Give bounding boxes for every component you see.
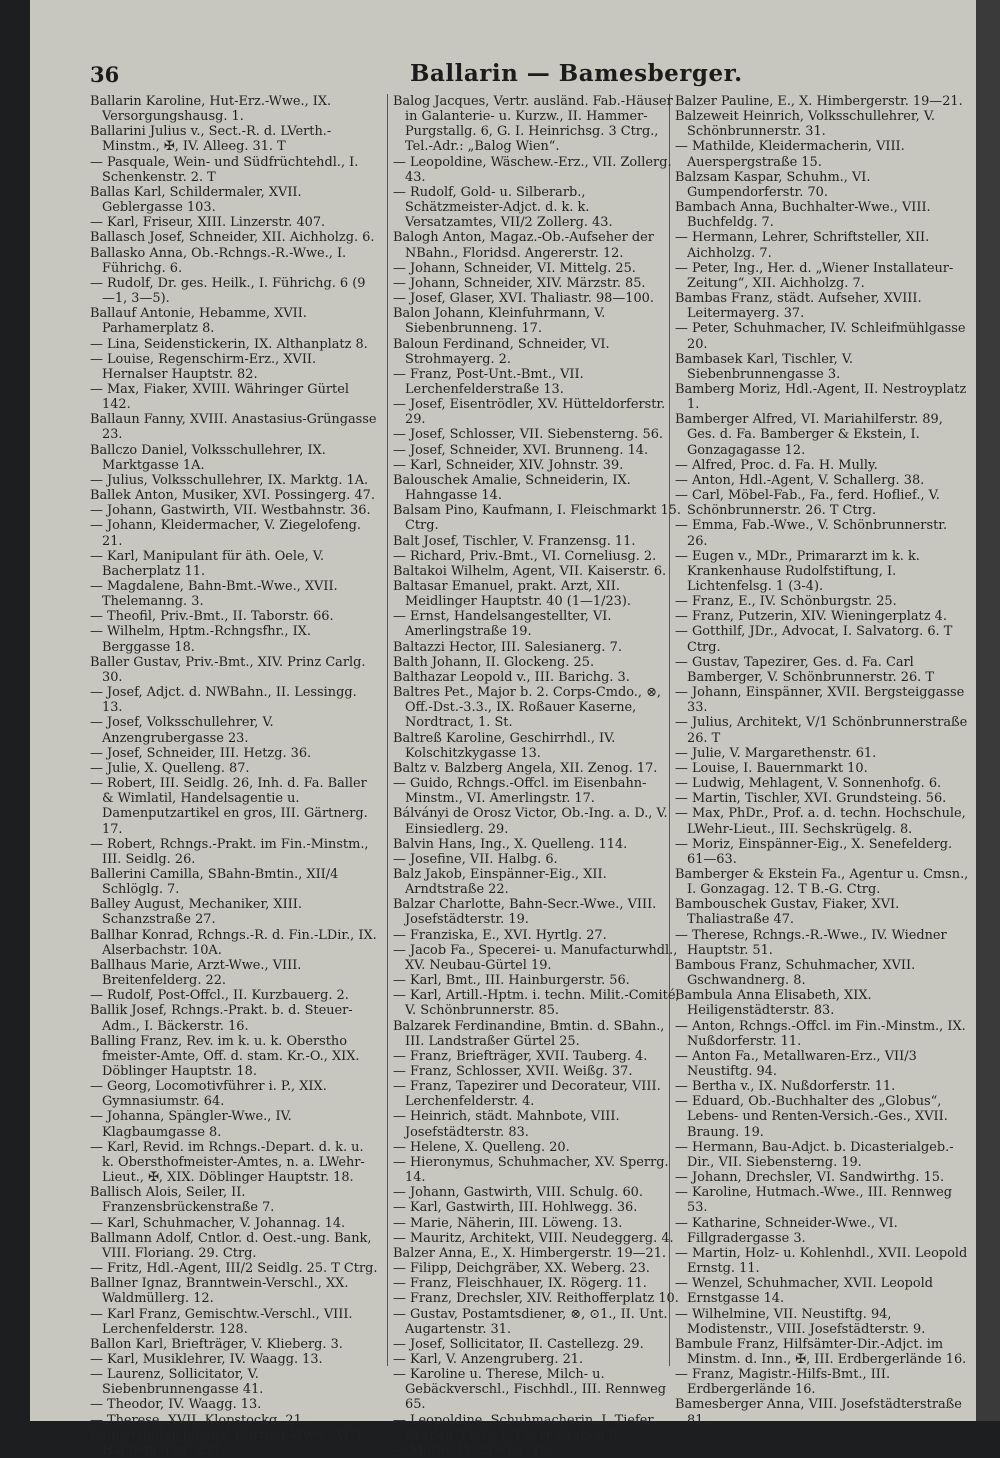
directory-entry: — Leopoldine, Schuhmacherin, I. Tiefer Graben 33, G. I. Tiefer Graben 8.	[393, 1412, 654, 1443]
directory-entry: — Franz, Drechsler, XIV. Reithofferplatz 10.	[393, 1291, 679, 1307]
directory-entry: — Karl Franz, Gemischtw.-Verschl., VIII. Lerchenfelderstr. 128.	[90, 1306, 353, 1337]
directory-entry: Ballasko Anna, Ob.-Rchngs.-R.-Wwe., I. Führichg. 6.	[90, 245, 347, 276]
directory-entry: — Theodor, IV. Waagg. 13.	[90, 1397, 262, 1413]
directory-entry: Ballarin Karoline, Hut-Erz.-Wwe., IX. Versorgungshausg. 1.	[90, 94, 332, 125]
directory-entry: Balon Johann, Kleinfuhrmann, V. Siebenbrunneng. 17.	[393, 306, 606, 337]
directory-entry: — Josef, Eisentrödler, XV. Hütteldorferstr. 29.	[393, 397, 666, 428]
directory-entry: — Johann, Gastwirth, VII. Westbahnstr. 36.	[90, 503, 371, 519]
directory-entry: — Louise, I. Bauernmarkt 10.	[675, 760, 868, 776]
directory-entry: Bambule Franz, Hilfsämter-Dir.-Adjct. im Minstm. d. Inn., ✠, III. Erdbergerlände 16.	[675, 1336, 967, 1367]
directory-entry: Ballerini Camilla, SBahn-Bmtin., XII/4 Schlöglg. 7.	[90, 866, 339, 898]
directory-entry: Balogh Anton, Magaz.-Ob.-Aufseher der NBahn., Floridsd. Angererstr. 12.	[393, 230, 654, 261]
directory-entry: — Julius, Volksschullehrer, IX. Marktg. 1A.	[90, 472, 369, 488]
directory-entry: — Robert, Rchngs.-Prakt. im Fin.-Minstm., III. Seidlg. 26.	[90, 836, 369, 867]
directory-entry: Bamberger Alfred, VI. Mariahilferstr. 89, Ges. d. Fa. Bamberger & Ekstein, I. Gonzagagasse 12.	[675, 412, 943, 458]
directory-entry: Baltazzi Hector, III. Salesianerg. 7.	[393, 639, 622, 655]
directory-entry: — Ludwig, Mehlagent, V. Sonnenhofg. 6.	[675, 776, 942, 792]
directory-entry: — Wilhelm, Hptm.-Rchngsfhr., IX. Berggasse 18.	[90, 624, 311, 655]
directory-entry: — Guido, Rchngs.-Offcl. im Eisenbahn-Minstm., VI. Amerlingstr. 17.	[393, 776, 647, 807]
directory-entry: — Mauritz, Architekt, VIII. Neudeggerg. 4.	[393, 1230, 674, 1246]
directory-entry: — Karoline, Hutmach.-Wwe., III. Rennweg 53.	[675, 1185, 953, 1216]
directory-entry: — Martin, Tischler, XVI. Grundsteing. 56.	[675, 791, 947, 807]
book-edge	[976, 0, 1000, 1421]
directory-entry: — Eugen v., MDr., Primararzt im k. k. Krankenhause Rudolfstiftung, I. Lichtenfelsg. 1 (3-4).	[675, 548, 920, 594]
directory-entry: — Karl, Gastwirth, III. Hohlwegg. 36.	[393, 1200, 638, 1216]
directory-entry: — Karl, Revid. im Rchngs.-Depart. d. k. u. k. Obersthofmeister-Amtes, n. a. LWehr-Lieut., ✠, XIX. Döblinger Hauptstr. 18.	[90, 1139, 365, 1186]
directory-entry: — Johann, Einspänner, XVII. Bergsteiggasse 33.	[675, 685, 965, 716]
directory-entry: — Jacob Fa., Specerei- u. Manufacturwhdl., XV. Neubau-Gürtel 19.	[393, 942, 678, 973]
directory-entry: Balth Johann, II. Glockeng. 25.	[393, 654, 595, 670]
directory-entry: — Hermann, Lehrer, Schriftsteller, XII. Aichholzg. 7.	[675, 230, 930, 261]
directory-entry: Ballas Karl, Schildermaler, XVII. Geblergasse 103.	[90, 184, 302, 216]
directory-entry: — Marie, IX. Eiseng. 16.	[393, 1442, 553, 1458]
directory-entry: Ballik Josef, Rchngs.-Prakt. b. d. Steuer-Adm., I. Bäckerstr. 16.	[90, 1003, 353, 1034]
directory-entry: — Katharine, Schneider-Wwe., VI. Fillgradergasse 3.	[675, 1215, 898, 1246]
directory-entry: — Bertha v., IX. Nußdorferstr. 11.	[675, 1079, 896, 1095]
directory-entry: — Franz, E., IV. Schönburgstr. 25.	[675, 594, 897, 610]
directory-entry: Bambas Franz, städt. Aufseher, XVIII. Leitermayerg. 37.	[675, 291, 922, 322]
directory-entry: Ballisch Alois, Seiler, II. Franzensbrückenstraße 7.	[90, 1185, 275, 1216]
column-2	[393, 94, 683, 1458]
directory-entry: — Josefine, VII. Halbg. 6.	[393, 851, 558, 867]
page-header-title: Ballarin — Bamesberger.	[410, 60, 743, 87]
directory-entry: — Carl, Möbel-Fab., Fa., ferd. Hoflief., V. Schönbrunnerstr. 26. T Ctrg.	[675, 488, 940, 519]
directory-entry: — Josef, Adjct. d. NWBahn., II. Lessingg. 13.	[90, 685, 357, 716]
directory-entry: Ballaun Fanny, XVIII. Anastasius-Grüngasse 23.	[90, 412, 377, 443]
directory-entry: Balmetzhofer Juliane, Gärtner-Wwe., XI/3 Haidequerstr. 237.	[90, 1427, 362, 1458]
directory-entry: — Josef, Volksschullehrer, V. Anzengrubergasse 23.	[90, 715, 274, 746]
directory-entry: — Wilhelmine, VII. Neustiftg. 94, Modistenstr., VIII. Josefstädterstr. 9.	[675, 1306, 926, 1337]
directory-entry: Bambasek Karl, Tischler, V. Siebenbrunnengasse 3.	[675, 351, 853, 382]
directory-entry: — Hermann, Bau-Adjct. b. Dicasterialgeb.-Dir., VII. Siebensterng. 19.	[675, 1139, 954, 1170]
directory-entry: Balthazar Leopold v., III. Barichg. 3.	[393, 669, 630, 685]
directory-entry: Ballner Ignaz, Branntwein-Verschl., XX. Waldmüllerg. 12.	[90, 1276, 349, 1307]
directory-entry: — Rudolf, Dr. ges. Heilk., I. Führichg. 6 (9—1, 3—5).	[90, 275, 366, 307]
directory-entry: Ballon Karl, Briefträger, V. Klieberg. 3.	[90, 1336, 343, 1352]
directory-entry: — Karl, Musiklehrer, IV. Waagg. 13.	[90, 1351, 323, 1367]
directory-entry: Balzar Charlotte, Bahn-Secr.-Wwe., VIII. Josefstädterstr. 19.	[393, 897, 657, 928]
directory-entry: — Karoline u. Therese, Milch- u. Gebäckverschl., Fischhdl., III. Rennweg 65.	[393, 1367, 667, 1413]
directory-entry: Balzsam Kaspar, Schuhm., VI. Gumpendorferstr. 70.	[675, 169, 871, 200]
directory-entry: Ballarini Julius v., Sect.-R. d. LVerth.-Minstm., ✠, IV. Alleeg. 31. T	[90, 124, 332, 155]
directory-entry: Baltres Pet., Major b. 2. Corps-Cmdo., ⊗, Off.-Dst.-3.3., IX. Roßauer Kaserne, Nordtract, 1. St.	[393, 685, 661, 731]
directory-entry: — Moriz, Einspänner-Eig., X. Senefelderg. 61—63.	[675, 836, 953, 867]
directory-entry: Baltasar Emanuel, prakt. Arzt, XII. Meidlinger Hauptstr. 40 (1—1/23).	[393, 579, 631, 610]
directory-entry: — Franz, Magistr.-Hilfs-Bmt., III. Erdbergerlände 16.	[675, 1367, 891, 1398]
directory-entry: Baloun Ferdinand, Schneider, VI. Strohmayerg. 2.	[393, 336, 610, 367]
directory-entry: Bamberg Moriz, Hdl.-Agent, II. Nestroyplatz 1.	[675, 381, 967, 413]
directory-entry: Baltreß Karoline, Geschirrhdl., IV. Kolschitzkygasse 13.	[393, 730, 616, 761]
directory-entry: — Max, Fiaker, XVIII. Währinger Gürtel 142.	[90, 381, 349, 413]
directory-entry: — Gustav, Tapezirer, Ges. d. Fa. Carl Bamberger, V. Schönbrunnerstr. 26. T	[675, 654, 934, 685]
directory-entry: — Therese, Rchngs.-R.-Wwe., IV. Wiedner Hauptstr. 51.	[675, 927, 947, 958]
directory-entry: — Josef, Schneider, III. Hetzg. 36.	[90, 745, 312, 761]
directory-entry: Balzer Anna, E., X. Himbergerstr. 19—21.	[393, 1245, 667, 1261]
directory-entry: — Richard, Priv.-Bmt., VI. Corneliusg. 2.	[393, 548, 657, 564]
directory-entry: — Karl, Artill.-Hptm. i. techn. Milit.-Comité, V. Schönbrunnerstr. 85.	[393, 988, 680, 1019]
directory-entry: — Karl, Schuhmacher, V. Johannag. 14.	[90, 1215, 346, 1231]
directory-entry: Balouschek Amalie, Schneiderin, IX. Hahngasse 14.	[393, 472, 631, 504]
directory-entry: — Johann, Schneider, VI. Mittelg. 25.	[393, 260, 636, 276]
directory-entry: — Peter, Ing., Her. d. „Wiener Installateur-Zeitung“, XII. Aichholzg. 7.	[675, 260, 954, 291]
directory-entry: — Heinrich, städt. Mahnbote, VIII. Josefstädterstr. 83.	[393, 1109, 620, 1140]
directory-entry: — Josef, Schlosser, VII. Siebensterng. 56.	[393, 427, 663, 443]
column-divider	[387, 94, 388, 1366]
column-3	[675, 94, 971, 1428]
directory-entry: Balzarek Ferdinandine, Bmtin. d. SBahn., III. Landstraßer Gürtel 25.	[393, 1018, 665, 1049]
directory-entry: — Alfred, Proc. d. Fa. H. Mully.	[675, 457, 878, 473]
directory-entry: — Max, PhDr., Prof. a. d. techn. Hochschule, LWehr-Lieut., III. Sechskrügelg. 8.	[675, 806, 966, 837]
directory-entry: — Johanna, Spängler-Wwe., IV. Klagbaumgasse 8.	[90, 1109, 292, 1140]
directory-entry: — Anton Fa., Metallwaren-Erz., VII/3 Neustiftg. 94.	[675, 1048, 917, 1079]
directory-entry: — Franz, Fleischhauer, IX. Rögerg. 11.	[393, 1276, 647, 1292]
directory-entry: Baller Gustav, Priv.-Bmt., XIV. Prinz Carlg. 30.	[90, 654, 366, 685]
directory-entry: Ballauf Antonie, Hebamme, XVII. Parhamerplatz 8.	[90, 306, 307, 337]
directory-entry: — Franz, Putzerin, XIV. Wieningerplatz 4.	[675, 609, 947, 625]
directory-entry: — Franz, Schlosser, XVII. Weißg. 37.	[393, 1064, 633, 1079]
directory-entry: — Franz, Post-Unt.-Bmt., VII. Lerchenfelderstraße 13.	[393, 366, 584, 397]
directory-entry: Ballasch Josef, Schneider, XII. Aichholzg. 6.	[90, 230, 375, 246]
directory-entry: — Martin, Holz- u. Kohlenhdl., XVII. Leopold Ernstg. 11.	[675, 1245, 968, 1277]
directory-entry: Balog Jacques, Vertr. ausländ. Fab.-Häuser in Galanterie- u. Kurzw., II. Hammer-Purgstallg. 6, G. I. Heinrichsg. 3 Ctrg., Tel.-Adr.: „Balog Wien“.	[393, 94, 673, 155]
directory-entry: Bambula Anna Elisabeth, XIX. Heiligenstädterstr. 83.	[675, 988, 872, 1019]
directory-entry: — Filipp, Deichgräber, XX. Weberg. 23.	[393, 1261, 650, 1277]
directory-entry: — Josef, Glaser, XVI. Thaliastr. 98—100.	[393, 291, 654, 307]
directory-entry: — Julie, X. Quelleng. 87.	[90, 760, 250, 776]
directory-entry: — Robert, III. Seidlg. 26, Inh. d. Fa. Baller & Wimlatil, Handelsagentie u. Damenputzartikel en gros, III. Gärtnerg. 17.	[90, 776, 368, 837]
directory-entry: — Karl, Bmt., III. Hainburgerstr. 56.	[393, 973, 630, 989]
directory-entry: Balley August, Mechaniker, XIII. Schanzstraße 27.	[90, 897, 302, 928]
directory-entry: Baltz v. Balzberg Angela, XII. Zenog. 17.	[393, 760, 658, 776]
directory-entry: Balling Franz, Rev. im k. u. k. Oberstho fmeister-Amte, Off. d. stam. Kr.-O., XIX. Döblinger Hauptstr. 18.	[90, 1033, 360, 1079]
directory-entry: — Magdalene, Bahn-Bmt.-Wwe., XVII. Thelemanng. 3.	[90, 579, 338, 610]
column-1	[90, 94, 378, 1458]
directory-entry: — Julie, V. Margarethenstr. 61.	[675, 745, 877, 761]
directory-entry: — Eduard, Ob.-Buchhalter des „Globus“, Lebens- und Renten-Versich.-Ges., XVII. Braung. 19.	[675, 1094, 948, 1140]
directory-entry: — Louise, Regenschirm-Erz., XVII. Hernalser Hauptstr. 82.	[90, 351, 317, 382]
directory-entry: Ballczo Daniel, Volksschullehrer, IX. Marktgasse 1A.	[90, 442, 326, 473]
directory-entry: Ballhar Konrad, Rchngs.-R. d. Fin.-LDir., IX. Alserbachstr. 10A.	[90, 927, 377, 958]
directory-entry: — Johann, Drechsler, VI. Sandwirthg. 15.	[675, 1170, 945, 1186]
directory-entry: — Johann, Gastwirth, VIII. Schulg. 60.	[393, 1185, 643, 1201]
directory-entry: — Laurenz, Sollicitator, V. Siebenbrunnengasse 41.	[90, 1367, 264, 1398]
directory-entry: — Emma, Fab.-Wwe., V. Schönbrunnerstr. 26.	[675, 518, 948, 549]
directory-entry: — Pasquale, Wein- und Südfrüchtehdl., I. Schenkenstr. 2. T	[90, 154, 359, 185]
directory-entry: — Josef, Sollicitator, II. Castellezg. 29.	[393, 1336, 644, 1352]
directory-entry: — Franziska, E., XVI. Hyrtlg. 27.	[393, 927, 607, 943]
directory-entry: — Mathilde, Kleidermacherin, VIII. Auerspergstraße 15.	[675, 139, 905, 170]
directory-entry: — Karl, Manipulant für äth. Oele, V. Bacherplatz 11.	[90, 548, 325, 579]
directory-entry: — Leopoldine, Wäschew.-Erz., VII. Zollerg. 43.	[393, 154, 672, 185]
directory-entry: — Helene, X. Quelleng. 20.	[393, 1139, 570, 1155]
directory-entry: — Peter, Schuhmacher, IV. Schleifmühlgasse 20.	[675, 321, 966, 352]
directory-entry: — Julius, Architekt, V/1 Schönbrunnerstraße 26. T	[675, 715, 968, 746]
directory-entry: — Fritz, Hdl.-Agent, III/2 Seidlg. 25. T Ctrg.	[90, 1261, 378, 1277]
directory-entry: — Rudolf, Post-Offcl., II. Kurzbauerg. 2.	[90, 988, 349, 1004]
directory-entry: Balsam Pino, Kaufmann, I. Fleischmarkt 15. Ctrg.	[393, 503, 681, 534]
directory-entry: Bamberger & Ekstein Fa., Agentur u. Cmsn., I. Gonzagag. 12. T B.-G. Ctrg.	[675, 866, 969, 898]
directory-entry: — Karl, V. Anzengruberg. 21.	[393, 1351, 584, 1367]
directory-entry: — Rudolf, Gold- u. Silberarb., Schätzmeister-Adjct. d. k. k. Versatzamtes, VII/2 Zollerg. 43.	[393, 184, 613, 231]
directory-entry: Bamesberger Anna, VIII. Josefstädterstraße 81.	[675, 1397, 962, 1428]
directory-entry: Bálványi de Orosz Victor, Ob.-Ing. a. D., V. Einsiedlerg. 29.	[393, 806, 668, 837]
page-number: 36	[90, 62, 120, 87]
directory-entry: Balz Jakob, Einspänner-Eig., XII. Arndtstraße 22.	[393, 866, 607, 898]
directory-entry: — Johann, Kleidermacher, V. Ziegelofeng. 21.	[90, 518, 362, 549]
directory-entry: Ballhaus Marie, Arzt-Wwe., VIII. Breitenfelderg. 22.	[90, 957, 302, 989]
directory-entry: — Therese, XVII. Klopstockg. 21.	[90, 1412, 306, 1428]
directory-entry: — Theofil, Priv.-Bmt., II. Taborstr. 66.	[90, 609, 334, 625]
directory-entry: — Franz, Tapezirer und Decorateur, VIII. Lerchenfelderstr. 4.	[393, 1079, 661, 1110]
directory-entry: Ballmann Adolf, Cntlor. d. Oest.-ung. Bank, VIII. Floriang. 29. Ctrg.	[90, 1230, 372, 1261]
directory-entry: Balt Josef, Tischler, V. Franzensg. 11.	[393, 533, 636, 549]
directory-entry: — Georg, Locomotivführer i. P., XIX. Gymnasiumstr. 64.	[90, 1079, 327, 1110]
directory-entry: Balzeweit Heinrich, Volksschullehrer, V. Schönbrunnerstr. 31.	[675, 109, 935, 140]
directory-entry: — Gotthilf, JDr., Advocat, I. Salvatorg. 6. T Ctrg.	[675, 624, 953, 655]
directory-entry: — Wenzel, Schuhmacher, XVII. Leopold Ernstgasse 14.	[675, 1276, 934, 1307]
directory-entry: — Lina, Seidenstickerin, IX. Althanplatz 8.	[90, 336, 368, 352]
directory-entry: Ballek Anton, Musiker, XVI. Possingerg. 47.	[90, 488, 375, 504]
directory-entry: Balzer Pauline, E., X. Himbergerstr. 19—21.	[675, 94, 963, 109]
directory-entry: — Karl, Friseur, XIII. Linzerstr. 407.	[90, 215, 326, 231]
directory-entry: — Marie, Näherin, III. Löweng. 13.	[393, 1215, 623, 1231]
directory-entry: — Gustav, Postamtsdiener, ⊗, ⊙1., II. Unt. Augartenstr. 31.	[393, 1306, 668, 1337]
directory-entry: — Karl, Schneider, XIV. Johnstr. 39.	[393, 457, 624, 473]
directory-entry: Bambouschek Gustav, Fiaker, XVI. Thaliastraße 47.	[675, 897, 900, 928]
directory-entry: — Johann, Schneider, XIV. Märzstr. 85.	[393, 275, 646, 291]
directory-entry: Baltakoi Wilhelm, Agent, VII. Kaiserstr. 6.	[393, 563, 667, 579]
directory-entry: — Franz, Briefträger, XVII. Tauberg. 4.	[393, 1048, 648, 1064]
directory-entry: — Ernst, Handelsangestellter, VI. Amerlingstraße 19.	[393, 609, 612, 640]
directory-entry: — Josef, Schneider, XVI. Brunneng. 14.	[393, 442, 649, 458]
directory-page	[30, 0, 976, 1458]
directory-entry: Bambach Anna, Buchhalter-Wwe., VIII. Buchfeldg. 7.	[675, 200, 931, 231]
directory-entry: Balvin Hans, Ing., X. Quelleng. 114.	[393, 836, 628, 852]
directory-entry: — Hieronymus, Schuhmacher, XV. Sperrg. 14.	[393, 1154, 669, 1186]
directory-entry: Bambous Franz, Schuhmacher, XVII. Gschwandnerg. 8.	[675, 957, 916, 989]
directory-entry: — Anton, Hdl.-Agent, V. Schallerg. 38.	[675, 472, 925, 488]
directory-entry: — Anton, Rchngs.-Offcl. im Fin.-Minstm., IX. Nußdorferstr. 11.	[675, 1018, 966, 1049]
